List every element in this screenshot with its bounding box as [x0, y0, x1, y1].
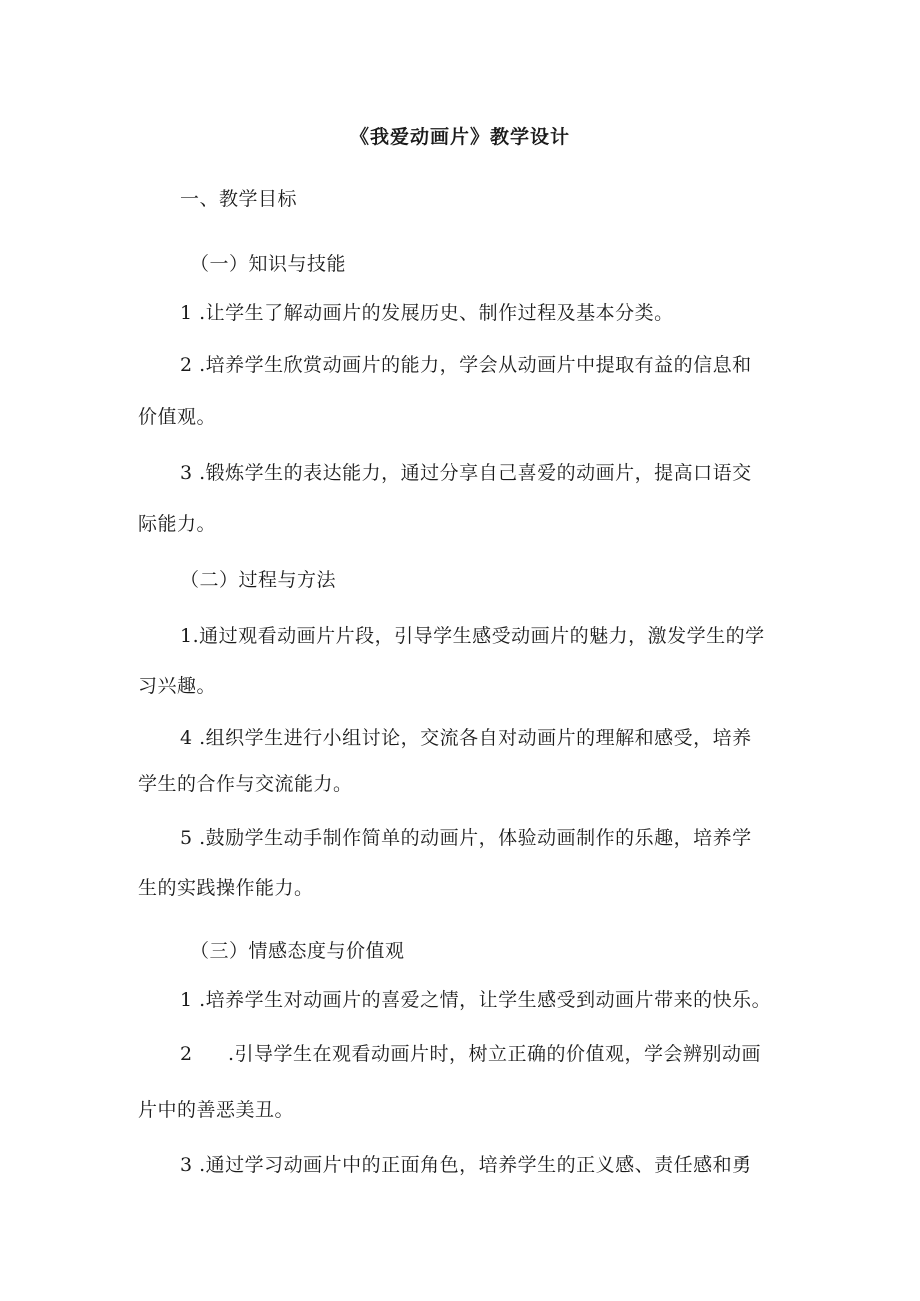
paragraph-line: 习兴趣。 [138, 675, 217, 697]
paragraph-line: 生的实践操作能力。 [138, 877, 314, 899]
paragraph-line: 1.通过观看动画片片段，引导学生感受动画片的魅力，激发学生的学 [180, 625, 765, 647]
paragraph-line: 2 .培养学生欣赏动画片的能力，学会从动画片中提取有益的信息和 [180, 354, 752, 376]
paragraph-line: 5 .鼓励学生动手制作简单的动画片，体验动画制作的乐趣，培养学 [180, 827, 752, 849]
subheading-process-methods: （二）过程与方法 [180, 569, 337, 591]
paragraph-line: 1 .培养学生对动画片的喜爱之情，让学生感受到动画片带来的快乐。 [180, 989, 772, 1011]
paragraph-line: 1 .让学生了解动画片的发展历史、制作过程及基本分类。 [180, 302, 674, 324]
paragraph-line: 际能力。 [138, 513, 217, 535]
paragraph-line: 片中的善恶美丑。 [138, 1099, 295, 1121]
subheading-attitudes-values: （三）情感态度与价值观 [190, 940, 405, 962]
paragraph-line: 4 .组织学生进行小组讨论，交流各自对动画片的理解和感受，培养 [180, 727, 752, 749]
paragraph-line: .引导学生在观看动画片时，树立正确的价值观，学会辨别动画 [228, 1043, 762, 1065]
subheading-knowledge-skills: （一）知识与技能 [190, 253, 347, 275]
paragraph-line: 学生的合作与交流能力。 [138, 773, 353, 795]
document-title: 《我爱动画片》教学设计 [349, 126, 570, 148]
list-number: 2 [180, 1043, 193, 1065]
paragraph-line: 3 .锻炼学生的表达能力，通过分享自己喜爱的动画片，提高口语交 [180, 462, 752, 484]
paragraph-line: 价值观。 [138, 406, 217, 428]
paragraph-line: 3 .通过学习动画片中的正面角色，培养学生的正义感、责任感和勇 [180, 1154, 752, 1176]
section-heading-objectives: 一、教学目标 [180, 188, 298, 210]
